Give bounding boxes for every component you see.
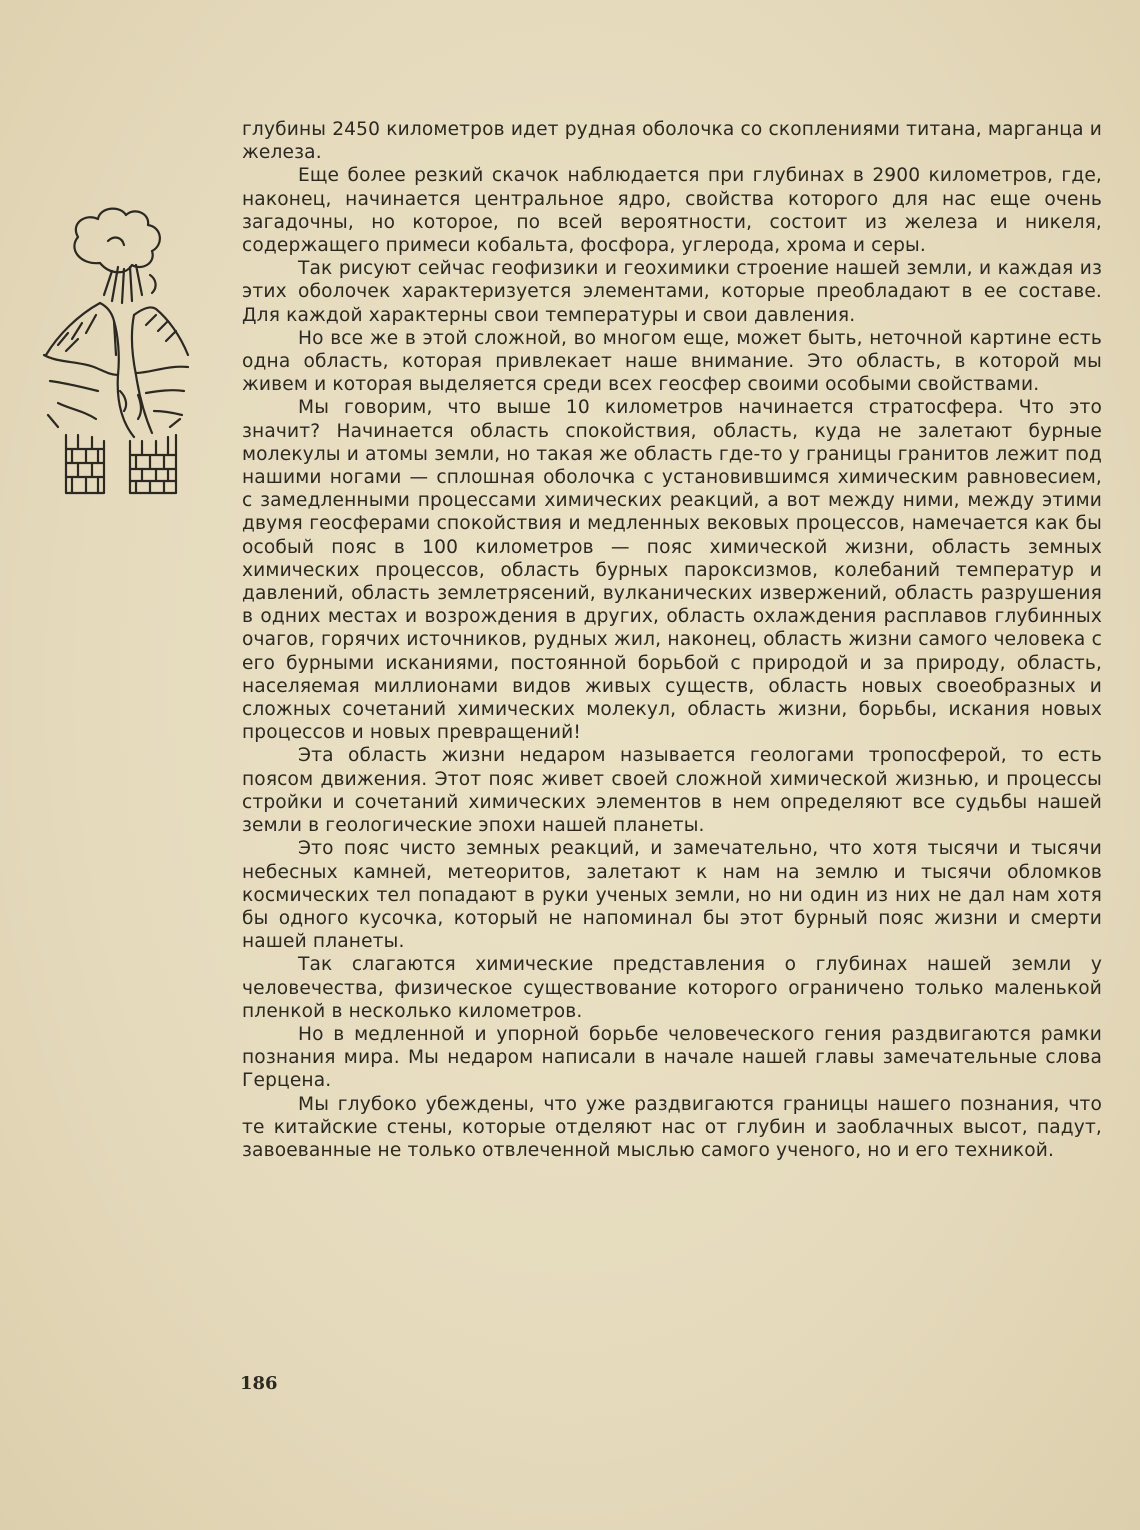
paragraph: Но все же в этой сложной, во многом еще, может быть, неточной картине есть одна область, которая привлекает наше внимание. Это область, в которой мы живем и которая выделяется среди всех геосфер своими особыми свойствами. (242, 327, 1102, 396)
body-text (242, 118, 1102, 1162)
paragraph: Так рисуют сейчас геофизики и геохимики строение нашей земли, и каждая из этих оболочек характеризуется элементами, которые преобладают в ее составе. Для каждой характерны свои температуры и свои давления. (242, 258, 1102, 326)
paragraph: Мы говорим, что выше 10 километров начинается стратосфера. Что это значит? Начинается область спокойствия, область, куда не залетают бурные молекулы и атомы земли, но такая же область где-то у границы гранитов лежит под нашими ногами — сплошная оболочка с установившимся химическим равновесием, с замедленными процессами химических реакций, а вот между ними, между этими двумя геосферами спокойствия и медленных вековых процессов, намечается как бы особый пояс в 100 километров — пояс химической жизни, область земных химических процессов, область бурных пароксизмов, колебаний температур и давлений, область землетрясений, вулканических извержений, область разрушения в одних местах и возрождения в других, область охлаждения расплавов глубинных очагов, горячих источников, рудных жил, наконец, область жизни самого человека с его бурными исканиями, постоянной борьбой с природой и за природу, область, населяемая миллионами видов живых существ, область новых своеобразных и сложных сочетаний химических молекул, область жизни, борьбы, искания новых процессов и новых превращений! (242, 397, 1103, 744)
paragraph: Мы глубоко убеждены, что уже раздвигаются границы нашего познания, что те китайские стены, которые отделяют нас от глубин и заоблачных высот, падут, завоеванные не только отвлеченной мыслью самого ученого, но и его техникой. (242, 1093, 1102, 1161)
paragraph: Еще более резкий скачок наблюдается при глубинах в 2900 километров, где, наконец, начинается центральное ядро, свойства которого для нас еще очень загадочны, но которое, по всей вероятности, состоит из железа и никеля, содержащего примеси кобальта, фосфора, углерода, хрома и серы. (242, 165, 1102, 257)
volcano-cross-section-icon (38, 205, 193, 495)
paragraph: Это пояс чисто земных реакций, и замечательно, что хотя тысячи и тысячи небесных камней, метеоритов, залетают к нам на землю и тысячи обломков космических тел попадают в руки ученых земли, но ни один из них не дал нам хотя бы одного кусочка, который не напоминал бы этот бурный пояс жизни и смерти нашей планеты. (242, 838, 1102, 953)
paragraph: Эта область жизни недаром называется геологами тропосферой, то есть поясом движения. Этот пояс живет своей сложной химической жизнью, и процессы стройки и сочетаний химических элементов в нем определяют все судьбы нашей земли в геологические эпохи нашей планеты. (242, 745, 1102, 837)
paragraph: Так слагаются химические представления о глубинах нашей земли у человечества, физическое существование которого ограничено только маленькой пленкой в несколько километров. (242, 954, 1102, 1022)
paragraph: глубины 2450 километров идет рудная оболочка со скоплениями титана, марганца и железа. (242, 119, 1102, 164)
page-number: 186 (240, 1373, 278, 1394)
paragraph: Но в медленной и упорной борьбе человеческого гения раздвигаются рамки познания мира. Мы недаром написали в начале нашей главы замечательные слова Герцена. (242, 1023, 1102, 1092)
